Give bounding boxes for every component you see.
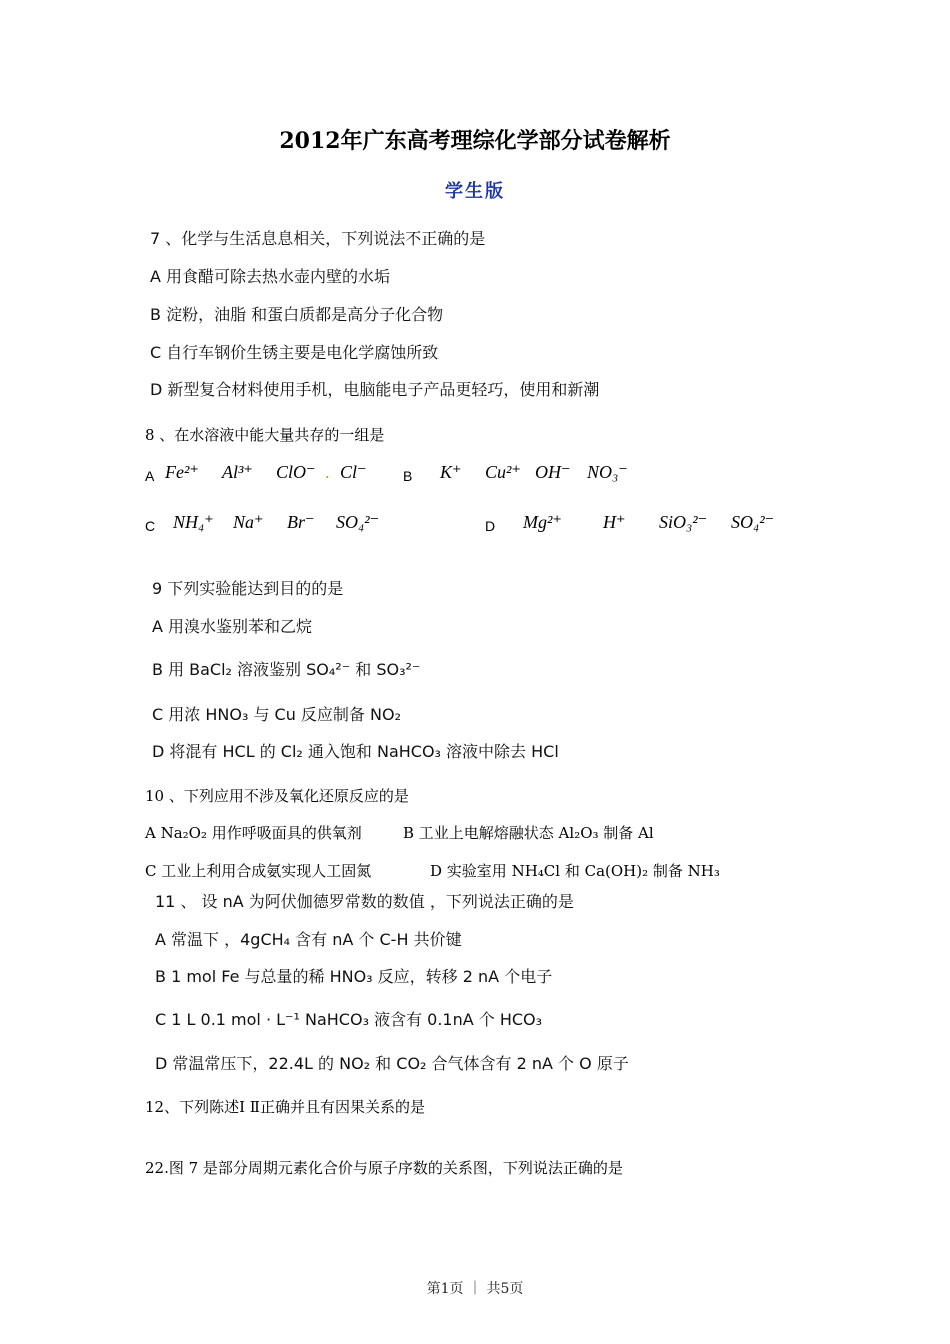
ion: SiO₃²⁻: [659, 512, 708, 532]
q7-option-d: D 新型复合材料使用手机，电脑能电子产品更轻巧，使用和新潮: [150, 380, 600, 399]
q11-stem: 11 、 设 nA 为阿伏伽德罗常数的数值 ，下列说法正确的是: [155, 892, 574, 911]
q9-option-d: D 将混有 HCL 的 Cl₂ 通入饱和 NaHCO₃ 溶液中除去 HCl: [152, 742, 559, 761]
q9-option-a: A 用溴水鉴别苯和乙烷: [152, 617, 313, 636]
q11-option-c: C 1 L 0.1 mol · L⁻¹ NaHCO₃ 液含有 0.1nA 个 HCO₃: [155, 1010, 543, 1029]
ion: Br⁻: [287, 512, 315, 532]
separator-dot-icon: .: [325, 462, 330, 482]
page-footer: 第1页 ｜ 共5页: [426, 1281, 524, 1297]
q7-option-b: B 淀粉，油脂 和蛋白质都是高分子化合物: [150, 305, 444, 324]
q10-option-c: C 工业上利用合成氨实现人工固氮: [145, 862, 372, 880]
ion: SO₄²⁻: [336, 512, 380, 532]
q10-option-b: B 工业上电解熔融状态 Al₂O₃ 制备 Al: [403, 824, 654, 842]
ion: NH₄⁺: [173, 512, 214, 532]
q11-option-a: A 常温下 ，4gCH₄ 含有 nA 个 C-H 共价键: [155, 930, 462, 949]
q11-option-b: B 1 mol Fe 与总量的稀 HNO₃ 反应，转移 2 nA 个电子: [155, 967, 553, 986]
ion: SO₄²⁻: [731, 512, 775, 532]
ion: K⁺: [440, 462, 462, 482]
ion: H⁺: [603, 512, 626, 532]
q8-row-cd: [145, 512, 845, 542]
q9-stem: 9 下列实验能达到目的的是: [152, 579, 344, 598]
q8-label-c: C: [145, 518, 156, 534]
q10-stem: 10 、下列应用不涉及氧化还原反应的是: [145, 787, 409, 805]
page-title: 2012年广东高考理综化学部分试卷解析: [279, 128, 671, 154]
page-subtitle: 学生版: [445, 181, 505, 202]
ion: ClO⁻: [276, 462, 316, 482]
q12-stem: 12、下列陈述Ⅰ Ⅱ正确并且有因果关系的是: [145, 1098, 425, 1116]
ion: Al³⁺: [222, 462, 253, 482]
q10-option-a: A Na₂O₂ 用作呼吸面具的供氧剂: [145, 824, 362, 842]
q7-option-c: C 自行车钢价生锈主要是电化学腐蚀所致: [150, 343, 439, 362]
ion: Fe²⁺: [165, 462, 199, 482]
q8-label-a: A: [145, 468, 155, 484]
q10-option-d: D 实验室用 NH₄Cl 和 Ca(OH)₂ 制备 NH₃: [430, 862, 720, 880]
ion: OH⁻: [535, 462, 571, 482]
ion: Cu²⁺: [485, 462, 521, 482]
q22-stem: 22.图 7 是部分周期元素化合价与原子序数的关系图，下列说法正确的是: [145, 1159, 623, 1177]
q8-row-ab: [145, 462, 845, 492]
q9-option-c: C 用浓 HNO₃ 与 Cu 反应制备 NO₂: [152, 705, 401, 724]
q8-label-d: D: [485, 518, 496, 534]
ion: NO₃⁻: [587, 462, 628, 482]
q7-stem: 7 、化学与生活息息相关，下列说法不正确的是: [150, 229, 486, 248]
ion: Cl⁻: [340, 462, 367, 482]
q11-option-d: D 常温常压下，22.4L 的 NO₂ 和 CO₂ 合气体含有 2 nA 个 O 原子: [155, 1054, 629, 1073]
q9-option-b: B 用 BaCl₂ 溶液鉴别 SO₄²⁻ 和 SO₃²⁻: [152, 660, 421, 679]
q8-label-b: B: [403, 468, 413, 484]
q8-stem: 8 、在水溶液中能大量共存的一组是: [145, 426, 385, 444]
q7-option-a: A 用食醋可除去热水壶内壁的水垢: [150, 267, 391, 286]
ion: Mg²⁺: [523, 512, 562, 532]
ion: Na⁺: [233, 512, 264, 532]
